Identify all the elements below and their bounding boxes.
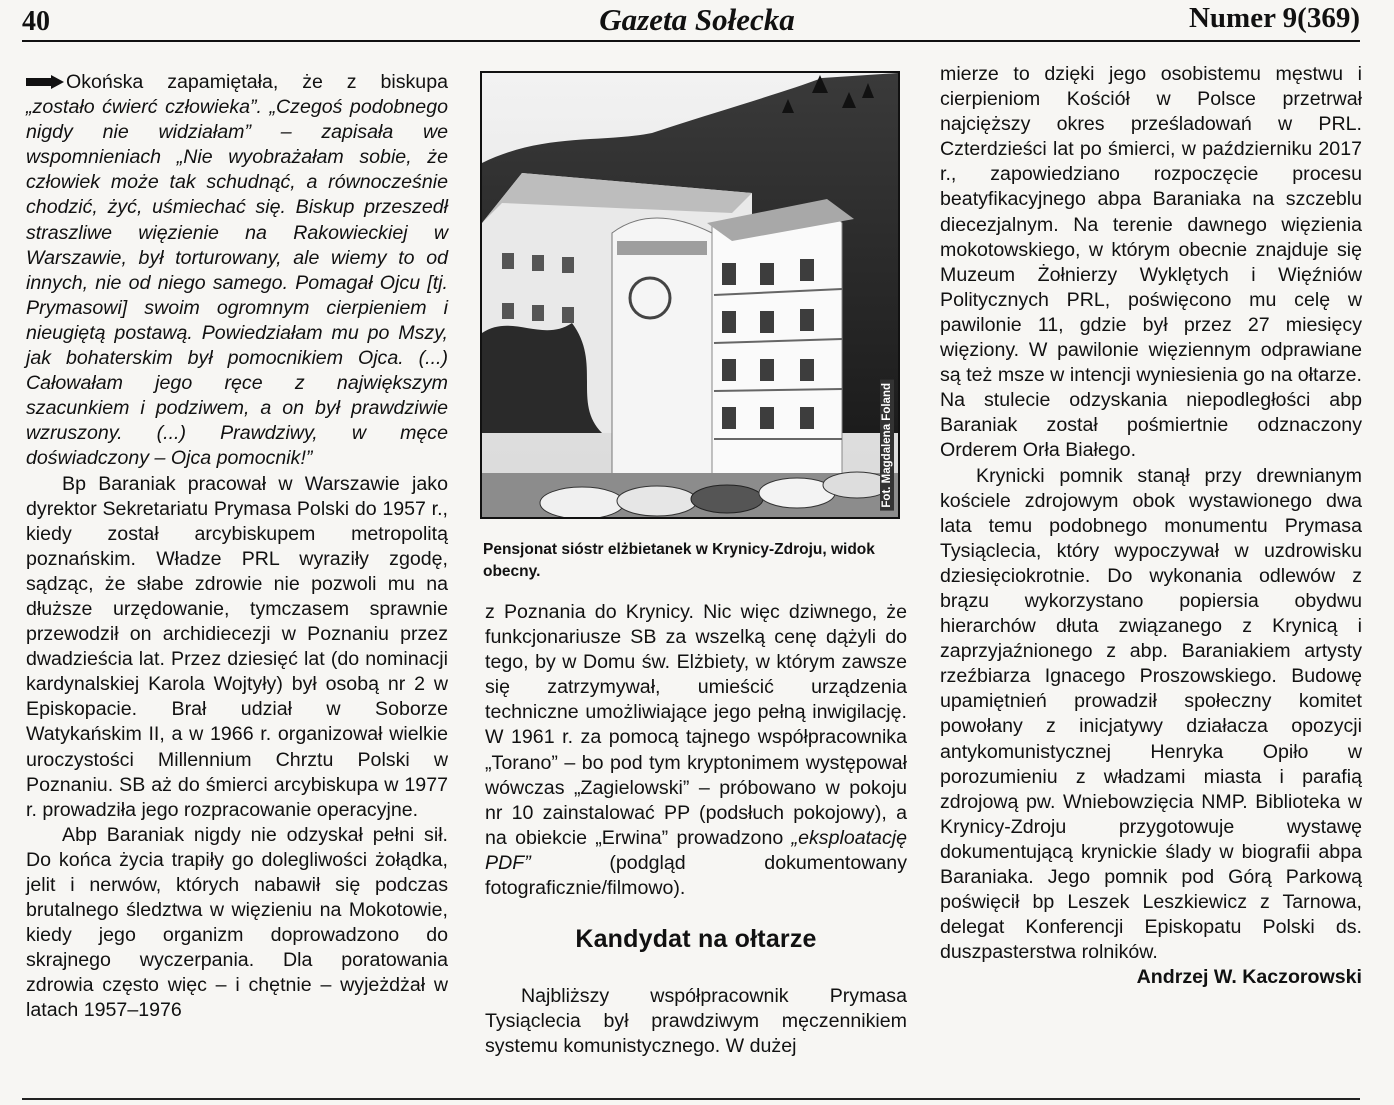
photo-credit: Fot. Magdalena Foland xyxy=(880,380,894,511)
issue-number: Numer 9(369) xyxy=(1188,2,1360,34)
article-column-1 xyxy=(26,70,448,1024)
article-column-3 xyxy=(940,62,1362,990)
paragraph: mierze to dzięki jego osobistemu męstwu i cierpieniom Kościół w Polsce przetrwał najcięższy okres prześladowań w PRL. Czterdzieści lat po śmierci, w październiku 2017 r., zapowiedziano rozpoczęcie procesu beatyfikacyjnego abpa Baraniaka na szczeblu diecezjalnym. Na terenie dawnego więzienia mokotowskiego, w którym obecnie znajduje się Muzeum Żołnierzy Wyklętych i Więźniów Politycznych PRL, poświęcono mu celę w pawilonie 11, gdzie był przez 27 miesięcy więziony. W pawilonie więziennym odprawiane są też msze w intencji wyniesienia go na ołtarze. Na stulecie odzyskania niepodległości abp Baraniak został pośmiertnie odznaczony Orderem Orła Białego. xyxy=(940,63,1362,462)
header-rule xyxy=(22,40,1360,42)
footer-rule xyxy=(22,1098,1360,1100)
arrow-right-icon xyxy=(26,75,64,89)
building-photo xyxy=(480,71,900,519)
author-signature: Andrzej W. Kaczorowski xyxy=(1136,966,1362,989)
section-heading: Kandydat na ołtarze xyxy=(575,925,817,954)
paragraph: Bp Baraniak pracował w Warszawie jako dyrektor Sekretariatu Prymasa Polski do 1957 r., kiedy został arcybiskupem metropolitą poznańskim. Władze PRL wyraziły zgodę, sądząc, że słabe zdrowie nie pozwoli mu na dłuższe urzędowanie, tymczasem sprawnie przewodził on archidiecezji w Poznaniu przez dwadzieścia lat. Przez dziesięć lat (do nominacji kardynalskiej Karola Wojtyły) był osobą nr 2 w Episkopacie. Brał udział w Soborze Watykańskim II, a w 1966 r. organizował wielkie uroczystości Millennium Chrztu Polski w Poznaniu. SB aż do śmierci arcybiskupa w 1977 r. prowadziła jego rozpracowanie operacyjne. xyxy=(26,472,448,821)
paragraph: Krynicki pomnik stanął przy drewnianym kościele zdrojowym obok wystawionego dwa lata temu podobnego monumentu Prymasa Tysiąclecia, który wypoczywał w uzdrowisku dziesięciokrotnie. Do wykonania odlewów z brązu wykorzystano popiersia obydwu hierarchów dłuta związanego z Krynicą i zaprzyjaźnionego z abp. Baraniakiem artysty rzeźbiarza Ignacego Proszowskiego. Budowę upamiętnień prowadził społeczny komitet powołany z inicjatywy działacza opozycji antykomunistycznej Henryka Opiło w porozumieniu z władzami miasta i parafią zdrojową pw. Wniebowzięcia NMP. Biblioteka w Krynicy-Zdroju przygotowuje wystawę dokumentującą krynickie ślady w biografii abpa Baraniaka. Jego pomnik pod Górą Parkową poświęcił bp Leszek Leszkiewicz z Tarnowa, delegat Konferencji Episkopatu Polski ds. duszpasterstwa rolników. xyxy=(940,464,1362,964)
paragraph: z Poznania do Krynicy. Nic więc dziwnego, że funkcjonariusze SB za wszelką cenę dążyli do tego, by w Domu św. Elżbiety, w którym zawsze się zatrzymywał, umieścić urządzenia techniczne umożliwiające jego pełną inwigilację. W 1961 r. za pomocą tajnego współpracownika „Torano” – bo pod tym kryptonimem występował wówczas „Zagielowski” – próbowano w pokoju nr 10 zainstalować PP (podsłuch pokojowy), a na obiekcie „Erwina” prowadzono „eksploatację PDF” (podgląd dokumentowany fotograficznie/filmowo). xyxy=(485,601,907,900)
photo-caption: Pensjonat sióstr elżbietanek w Krynicy-Zdroju, widok obecny. xyxy=(483,541,875,580)
article-column-2 xyxy=(485,600,907,1059)
hotel-photo-image xyxy=(482,73,898,517)
paragraph: Najbliższy współpracownik Prymasa Tysiąclecia był prawdziwym męczennikiem systemu komunistycznego. W dużej xyxy=(485,985,907,1058)
paragraph: Abp Baraniak nigdy nie odzyskał pełni sił. Do końca życia trapiły go dolegliwości żołądka, jelit i nerwów, których nabawił się podczas brutalnego śledztwa w więzieniu na Mokotowie, kiedy jego organizm doprowadzono do skrajnego wyczerpania. Dla poratowania zdrowia często więc – i chętnie – wyjeżdżał w latach 1957–1976 xyxy=(26,823,448,1022)
paragraph: Okońska zapamiętała, że z biskupa „zostało ćwierć człowieka”. „Czegoś podobnego nigdy nie widziałam” – zapisała we wspomnieniach „Nie wyobrażałam sobie, że człowiek może tak schudnąć, a równocześnie chodzić, żyć, uśmiechać się. Biskup przeszedł straszliwe więzienie na Rakowieckiej w Warszawie, był torturowany, ale wiemy to od innych, nie od niego samego. Pomagał Ojcu [tj. Prymasowi] swoim ogromnym cierpieniem i nieugiętą postawą. Powiedziałam mu po Mszy, jak bohaterskim był pomocnikiem Ojca. (...) Całowałam jego ręce z największym szacunkiem i podziwem, a on był prawdziwie wzruszony. (...) Prawdziwy, w męce doświadczony – Ojca pomocnik!” xyxy=(26,71,448,470)
page-number: 40 xyxy=(22,6,50,37)
newspaper-title: Gazeta Sołecka xyxy=(599,2,795,37)
